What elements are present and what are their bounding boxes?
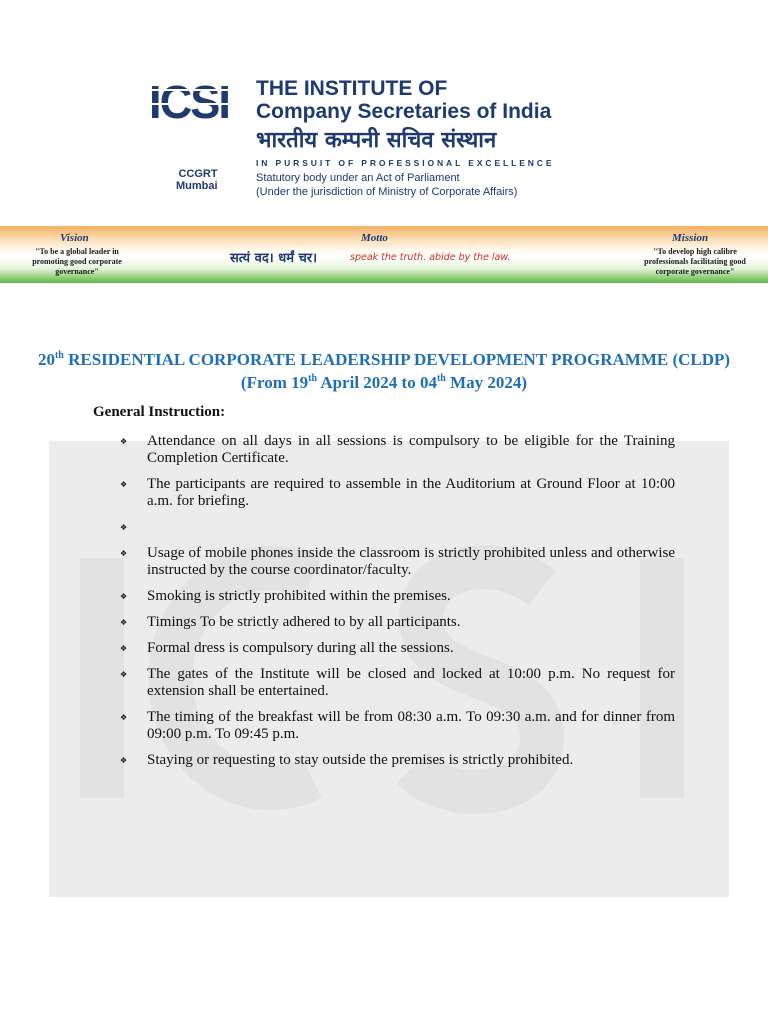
branch-line-1: CCGRT — [178, 168, 218, 180]
instruction-text: Formal dress is compulsory during all the sessions. — [147, 640, 454, 656]
dates-middle: April 2024 to 04 — [317, 373, 437, 392]
dates-start: (From 19 — [240, 373, 309, 392]
instruction-text: Smoking is strictly prohibited within the premises. — [147, 588, 451, 604]
jurisdiction-note: (Under the jurisdiction of Ministry of Corporate Affairs) — [256, 186, 518, 198]
diamond-bullet-icon: ❖ — [120, 549, 128, 558]
diamond-bullet-icon: ❖ — [120, 713, 128, 722]
logo-lettering: ICSI — [149, 76, 229, 126]
mission-text: "To develop high calibre professionals facilitating good corporate governance" — [644, 247, 746, 276]
institute-name-hindi: भारतीय कम्पनी सचिव संस्थान — [256, 128, 497, 153]
motto-hindi: सत्यं वद। धर्मं चर। — [230, 251, 318, 266]
instruction-item — [120, 709, 675, 743]
motto-english: speak the truth. abide by the law. — [350, 252, 511, 263]
diamond-bullet-icon: ❖ — [120, 644, 128, 653]
instruction-text: Staying or requesting to stay outside the premises is strictly prohibited. — [147, 752, 574, 768]
instruction-text: Timings To be strictly adhered to by all participants. — [147, 614, 461, 630]
icsi-logo-mark — [148, 74, 230, 126]
branch-label — [176, 168, 218, 192]
instruction-text: Usage of mobile phones inside the classroom is strictly prohibited unless and otherwise instructed by the course coordinator/faculty. — [147, 545, 675, 578]
instruction-item — [120, 476, 675, 510]
diamond-bullet-icon: ❖ — [120, 437, 128, 446]
diamond-bullet-icon: ❖ — [120, 618, 128, 627]
instruction-text: The gates of the Institute will be closed and locked at 10:00 p.m. No request for extension shall be entertained. — [147, 666, 675, 699]
diamond-bullet-icon: ❖ — [120, 523, 128, 532]
instruction-item — [120, 588, 675, 605]
branch-line-2: Mumbai — [176, 180, 218, 192]
mission-heading: Mission — [672, 232, 709, 244]
dates-ordinal-2: th — [436, 373, 446, 384]
diamond-bullet-icon: ❖ — [120, 756, 128, 765]
statutory-note: Statutory body under an Act of Parliament — [256, 172, 460, 184]
programme-title — [0, 350, 768, 370]
instruction-text: Attendance on all days in all sessions is compulsory to be eligible for the Training Completion Certificate. — [147, 433, 675, 466]
instruction-item — [120, 545, 675, 579]
instruction-text: The timing of the breakfast will be from 08:30 a.m. To 09:30 a.m. and for dinner from 09:00 p.m. To 09:45 p.m. — [147, 709, 675, 742]
instruction-item — [120, 640, 675, 657]
diamond-bullet-icon: ❖ — [120, 592, 128, 601]
motto-heading: Motto — [361, 232, 388, 244]
vision-motto-mission-banner — [0, 226, 768, 283]
programme-dates — [0, 373, 768, 393]
instruction-item — [120, 666, 675, 700]
institute-tagline: IN PURSUIT OF PROFESSIONAL EXCELLENCE — [256, 158, 555, 168]
dates-ordinal-1: th — [308, 373, 318, 384]
institute-name-line-2: Company Secretaries of India — [256, 100, 552, 123]
title-ordinal: th — [54, 350, 64, 361]
vision-heading: Vision — [60, 232, 89, 244]
instruction-item — [120, 614, 675, 631]
section-heading: General Instruction: — [93, 404, 226, 420]
diamond-bullet-icon: ❖ — [120, 480, 128, 489]
instruction-item — [120, 433, 675, 467]
institute-name-line-1: THE INSTITUTE OF — [256, 77, 448, 100]
dates-end: May 2024) — [445, 373, 528, 392]
instructions-list — [120, 433, 675, 778]
instruction-item — [120, 752, 675, 769]
instruction-text: The participants are required to assemble in the Auditorium at Ground Floor at 10:00 a.m. for briefing. — [147, 476, 675, 509]
instruction-item — [120, 519, 675, 536]
title-number: 20 — [37, 350, 55, 369]
diamond-bullet-icon: ❖ — [120, 670, 128, 679]
title-text: RESIDENTIAL CORPORATE LEADERSHIP DEVELOPMENT PROGRAMME (CLDP) — [63, 350, 731, 369]
vision-text: "To be a global leader in promoting good corporate governance" — [32, 247, 122, 276]
instruction-text — [147, 519, 675, 536]
